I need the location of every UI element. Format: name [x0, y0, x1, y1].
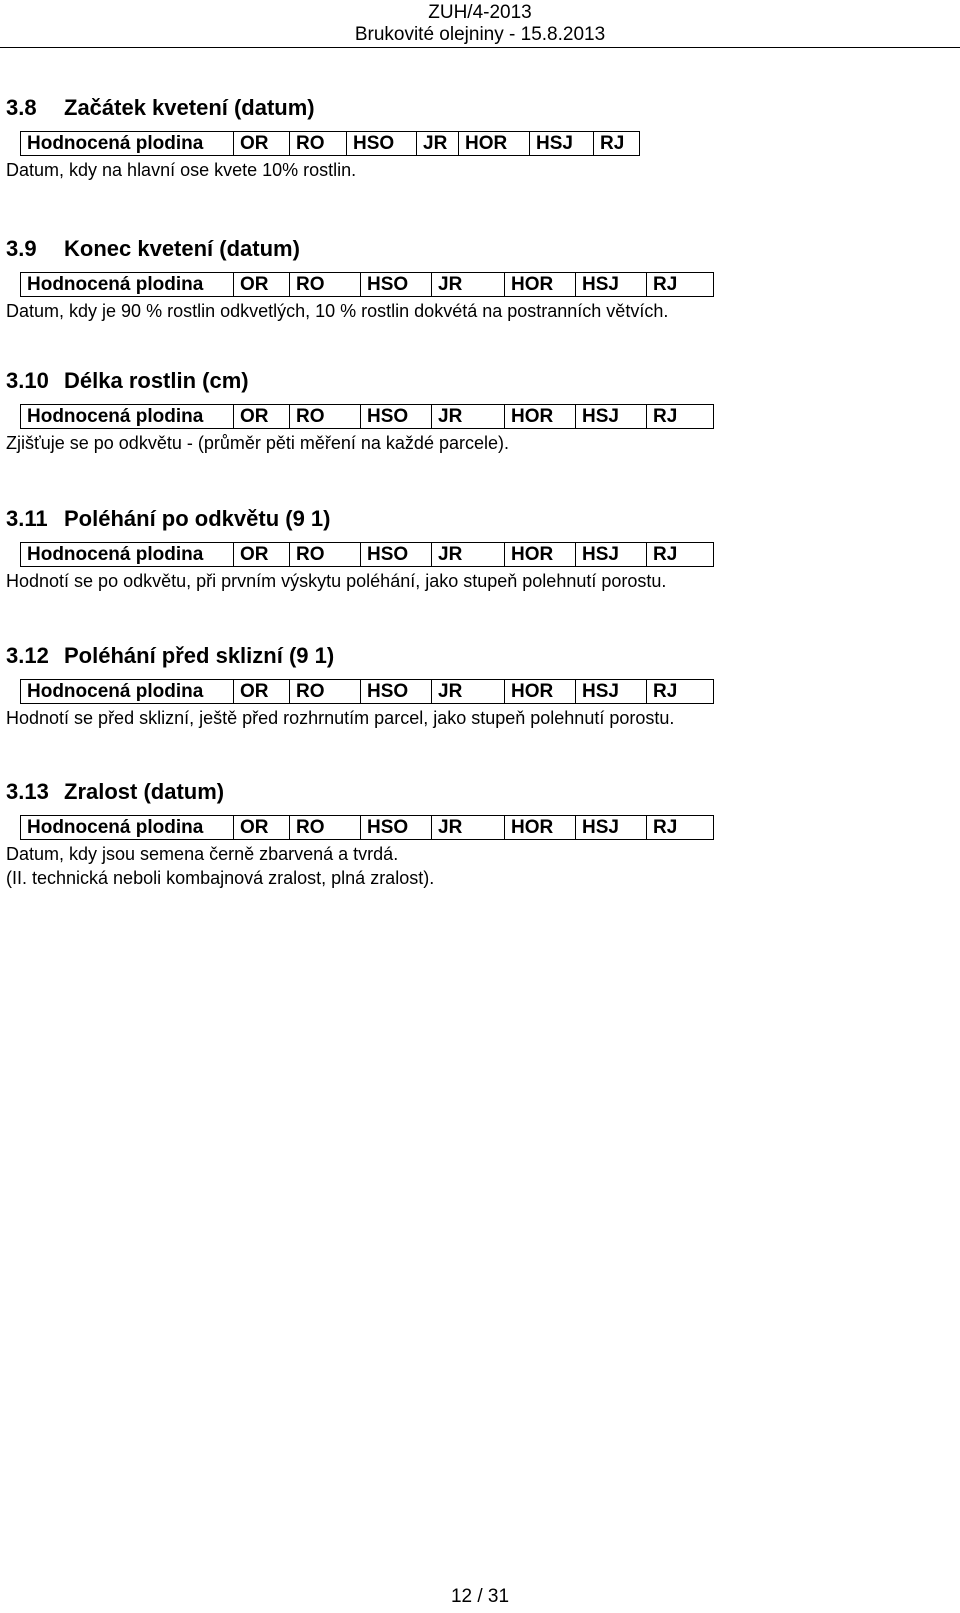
section-description: [6, 842, 946, 890]
section-description: [6, 158, 946, 182]
table-cell: Hodnocená plodina: [21, 543, 234, 567]
table-cell: RJ: [594, 132, 640, 156]
description-line: Zjišťuje se po odkvětu - (průměr pěti měření na každé parcele).: [6, 433, 509, 453]
table-cell: RO: [290, 543, 361, 567]
section-description: [6, 431, 946, 455]
table-cell: OR: [234, 543, 290, 567]
table-row: [21, 680, 714, 704]
table-cell: OR: [234, 405, 290, 429]
table-cell: RJ: [647, 680, 714, 704]
table-cell: JR: [432, 680, 505, 704]
table-cell: HSJ: [576, 273, 647, 297]
crop-table: [20, 404, 714, 429]
section-title: [6, 641, 946, 671]
section-3-11: [6, 504, 946, 593]
header-divider: [0, 47, 960, 48]
description-line: Hodnotí se před sklizní, ještě před rozhrnutím parcel, jako stupeň polehnutí porostu.: [6, 708, 675, 728]
table-cell: RJ: [647, 816, 714, 840]
section-title: [6, 777, 946, 807]
section-heading: Poléhání po odkvětu (9 1): [64, 506, 331, 531]
section-3-10: [6, 366, 946, 455]
section-heading: Délka rostlin (cm): [64, 368, 249, 393]
section-heading: Začátek kvetení (datum): [64, 95, 315, 120]
table-row: [21, 816, 714, 840]
table-cell: RO: [290, 680, 361, 704]
table-cell: RJ: [647, 543, 714, 567]
page-number: 12 / 31: [450, 1586, 510, 1607]
crop-table: [20, 542, 714, 567]
table-cell: RJ: [647, 273, 714, 297]
section-number: 3.10: [6, 368, 49, 393]
description-line: (II. technická neboli kombajnová zralost, plná zralost).: [6, 868, 435, 888]
table-cell: HOR: [505, 543, 576, 567]
table-cell: Hodnocená plodina: [21, 680, 234, 704]
section-number: 3.9: [6, 236, 37, 261]
table-cell: HOR: [505, 680, 576, 704]
section-3-8: [6, 93, 946, 182]
table-cell: Hodnocená plodina: [21, 405, 234, 429]
table-cell: HOR: [505, 273, 576, 297]
table-cell: OR: [234, 273, 290, 297]
table-cell: OR: [234, 132, 290, 156]
description-line: Datum, kdy na hlavní ose kvete 10% rostlin.: [6, 160, 357, 180]
document-subtitle: Brukovité olejniny - 15.8.2013: [354, 24, 606, 45]
section-heading: Konec kvetení (datum): [64, 236, 300, 261]
table-cell: HSO: [347, 132, 417, 156]
section-title: [6, 234, 946, 264]
table-cell: RO: [290, 816, 361, 840]
table-cell: HOR: [505, 405, 576, 429]
table-cell: JR: [417, 132, 459, 156]
table-cell: HOR: [505, 816, 576, 840]
table-row: [21, 543, 714, 567]
table-row: [21, 132, 640, 156]
table-cell: JR: [432, 816, 505, 840]
table-cell: HSO: [361, 405, 432, 429]
crop-table: [20, 272, 714, 297]
section-title: [6, 504, 946, 534]
table-cell: RJ: [647, 405, 714, 429]
table-row: [21, 273, 714, 297]
description-line: Datum, kdy jsou semena černě zbarvená a tvrdá.: [6, 844, 399, 864]
crop-table: [20, 815, 714, 840]
table-cell: HSO: [361, 543, 432, 567]
table-cell: HSJ: [530, 132, 594, 156]
section-number: 3.12: [6, 643, 49, 668]
table-cell: RO: [290, 405, 361, 429]
description-line: Datum, kdy je 90 % rostlin odkvetlých, 10 % rostlin dokvétá na postranních větvích.: [6, 301, 669, 321]
table-cell: Hodnocená plodina: [21, 132, 234, 156]
table-cell: JR: [432, 543, 505, 567]
section-description: [6, 569, 946, 593]
section-number: 3.8: [6, 95, 37, 120]
table-cell: HSO: [361, 816, 432, 840]
table-cell: HSJ: [576, 405, 647, 429]
section-number: 3.13: [6, 779, 49, 804]
table-row: [21, 405, 714, 429]
section-title: [6, 93, 946, 123]
section-title: [6, 366, 946, 396]
table-cell: RO: [290, 132, 347, 156]
section-description: [6, 706, 946, 730]
crop-table: [20, 679, 714, 704]
table-cell: Hodnocená plodina: [21, 816, 234, 840]
table-cell: OR: [234, 816, 290, 840]
table-cell: JR: [432, 405, 505, 429]
document-code: ZUH/4-2013: [428, 2, 532, 23]
table-cell: HSO: [361, 680, 432, 704]
table-cell: HSO: [361, 273, 432, 297]
table-cell: HSJ: [576, 680, 647, 704]
section-3-9: [6, 234, 946, 323]
table-cell: Hodnocená plodina: [21, 273, 234, 297]
table-cell: JR: [432, 273, 505, 297]
table-cell: OR: [234, 680, 290, 704]
table-cell: RO: [290, 273, 361, 297]
table-cell: HSJ: [576, 543, 647, 567]
section-description: [6, 299, 946, 323]
section-heading: Zralost (datum): [64, 779, 225, 804]
crop-table: [20, 131, 640, 156]
table-cell: HOR: [459, 132, 530, 156]
section-3-12: [6, 641, 946, 730]
section-3-13: [6, 777, 946, 890]
description-line: Hodnotí se po odkvětu, při prvním výskytu poléhání, jako stupeň polehnutí porostu.: [6, 571, 667, 591]
section-heading: Poléhání před sklizní (9 1): [64, 643, 335, 668]
section-number: 3.11: [6, 506, 48, 531]
table-cell: HSJ: [576, 816, 647, 840]
